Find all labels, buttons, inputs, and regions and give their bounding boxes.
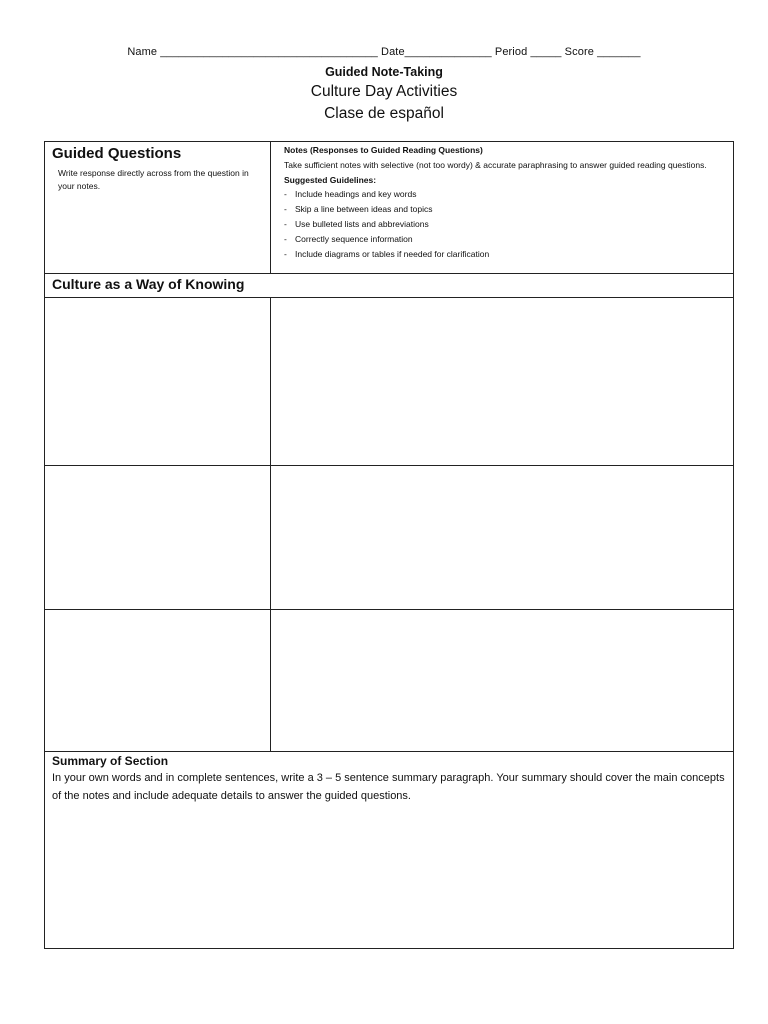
section-bottom-rule xyxy=(45,297,733,298)
worksheet-title: Culture Day Activities xyxy=(310,83,458,100)
row-rule xyxy=(45,465,733,466)
summary-top-rule xyxy=(45,751,733,752)
header-divider xyxy=(270,142,271,273)
row-rule xyxy=(45,609,733,610)
guideline-item: - Skip a line between ideas and topics xyxy=(284,204,433,215)
header-bottom-rule xyxy=(45,273,733,274)
summary-heading: Summary of Section xyxy=(52,754,169,768)
section-title: Culture as a Way of Knowing xyxy=(52,276,245,292)
course-title: Clase de español xyxy=(324,105,444,122)
summary-instructions: In your own words and in complete sentences, write a 3 – 5 sentence summary paragraph. Your summary should cover the main concepts of the notes and include adequate details to answer the guided questions. xyxy=(52,772,725,802)
worksheet-subtitle: Guided Note-Taking xyxy=(325,65,443,79)
answer-column-divider xyxy=(270,297,271,751)
guidelines-heading: Suggested Guidelines: xyxy=(284,174,377,185)
guideline-item: - Include headings and key words xyxy=(284,189,417,200)
guidelines-list xyxy=(284,187,729,261)
notes-intro: Take sufficient notes with selective (not too wordy) & accurate paraphrasing to answer guided reading questions. xyxy=(284,159,707,170)
notes-instructions xyxy=(284,143,729,261)
student-info-line: Name ___________________________________ Date______________ Period _____ Score _______ xyxy=(127,46,641,58)
guideline-item: - Include diagrams or tables if needed for clarification xyxy=(284,248,490,259)
guided-questions-description: Write response directly across from the question in your notes. xyxy=(58,168,249,191)
guided-questions-heading: Guided Questions xyxy=(52,145,182,162)
notes-table xyxy=(44,141,734,949)
guideline-item: - Use bulleted lists and abbreviations xyxy=(284,218,429,229)
guideline-item: - Correctly sequence information xyxy=(284,233,413,244)
notes-heading: Notes (Responses to Guided Reading Questions) xyxy=(284,145,483,155)
